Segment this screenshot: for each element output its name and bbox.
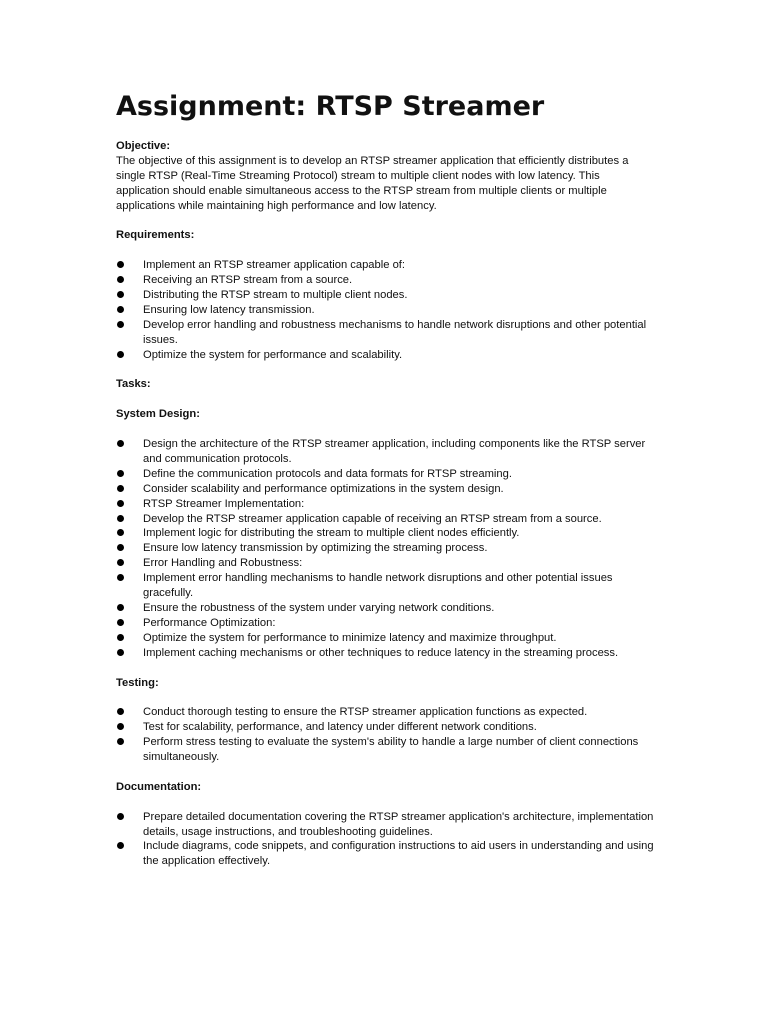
- objective-heading: Objective:: [116, 140, 171, 152]
- list-item: [116, 273, 656, 288]
- documentation-heading: Documentation:: [116, 780, 202, 793]
- list-item-text: Include diagrams, code snippets, and configuration instructions to aid users in understanding and using the application effectively.: [143, 840, 654, 868]
- list-item: [116, 437, 656, 467]
- documentation-list: [116, 810, 656, 870]
- document-title: Assignment: RTSP Streamer: [116, 91, 545, 122]
- list-item: [116, 258, 656, 273]
- bullet-icon: [117, 604, 124, 611]
- system-design-heading: System Design:: [116, 408, 200, 421]
- bullet-icon: [117, 291, 124, 298]
- list-item-text: Define the communication protocols and data formats for RTSP streaming.: [143, 467, 512, 480]
- list-item: [116, 616, 656, 631]
- bullet-icon: [117, 708, 124, 715]
- list-item: [116, 497, 656, 512]
- bullet-icon: [117, 321, 124, 328]
- list-item-text: Implement logic for distributing the stream to multiple client nodes efficiently.: [143, 527, 520, 540]
- list-item: [116, 720, 656, 735]
- list-item: [116, 839, 656, 869]
- bullet-icon: [117, 351, 124, 358]
- list-item-text: Ensuring low latency transmission.: [143, 303, 315, 316]
- list-item: [116, 556, 656, 571]
- list-item-text: Develop the RTSP streamer application capable of receiving an RTSP stream from a source.: [143, 512, 602, 525]
- testing-heading: Testing:: [116, 676, 159, 689]
- list-item: [116, 512, 656, 527]
- testing-list: [116, 705, 656, 765]
- list-item-text: Ensure low latency transmission by optimizing the streaming process.: [143, 542, 488, 555]
- list-item: [116, 541, 656, 556]
- list-item-text: Consider scalability and performance optimizations in the system design.: [143, 482, 504, 495]
- list-item: [116, 601, 656, 616]
- list-item: [116, 646, 656, 661]
- list-item: [116, 348, 656, 363]
- list-item: [116, 526, 656, 541]
- list-item: [116, 810, 656, 840]
- list-item-text: RTSP Streamer Implementation:: [143, 497, 305, 510]
- list-item-text: Design the architecture of the RTSP streamer application, including components like the RTSP server and communication protocols.: [143, 438, 646, 465]
- bullet-icon: [117, 529, 124, 536]
- document-body: [116, 88, 656, 869]
- bullet-icon: [117, 276, 124, 283]
- bullet-icon: [117, 813, 124, 820]
- list-item: [116, 318, 656, 348]
- bullet-icon: [117, 574, 124, 581]
- list-item-text: Develop error handling and robustness mechanisms to handle network disruptions and other potential issues.: [143, 318, 647, 346]
- bullet-icon: [117, 440, 124, 447]
- tasks-heading: Tasks:: [116, 378, 151, 391]
- bullet-icon: [117, 261, 124, 268]
- list-item-text: Ensure the robustness of the system under varying network conditions.: [143, 602, 495, 615]
- list-item-text: Test for scalability, performance, and latency under different network conditions.: [143, 721, 537, 734]
- list-item: [116, 467, 656, 482]
- list-item: [116, 288, 656, 303]
- bullet-icon: [117, 485, 124, 492]
- list-item: [116, 705, 656, 720]
- requirements-list: [116, 258, 656, 362]
- list-item-text: Receiving an RTSP stream from a source.: [143, 274, 353, 287]
- bullet-icon: [117, 515, 124, 522]
- list-item-text: Conduct thorough testing to ensure the RTSP streamer application functions as expected.: [143, 706, 588, 719]
- list-item-text: Error Handling and Robustness:: [143, 557, 303, 570]
- list-item-text: Implement caching mechanisms or other techniques to reduce latency in the streaming process.: [143, 646, 619, 659]
- list-item: [116, 303, 656, 318]
- list-item-text: Optimize the system for performance to minimize latency and maximize throughput.: [143, 631, 557, 644]
- list-item-text: Perform stress testing to evaluate the system's ability to handle a large number of client connections simultaneously.: [143, 736, 639, 764]
- bullet-icon: [117, 723, 124, 730]
- list-item-text: Distributing the RTSP stream to multiple client nodes.: [143, 289, 408, 302]
- requirements-heading: Requirements:: [116, 229, 195, 242]
- bullet-icon: [117, 842, 124, 849]
- bullet-icon: [117, 619, 124, 626]
- list-item: [116, 482, 656, 497]
- list-item-text: Performance Optimization:: [143, 616, 276, 629]
- system-design-list: [116, 437, 656, 661]
- list-item-text: Optimize the system for performance and scalability.: [143, 348, 403, 361]
- bullet-icon: [117, 470, 124, 477]
- list-item-text: Prepare detailed documentation covering the RTSP streamer application's architecture, implementation details, usage instructions, and troubleshooting guidelines.: [143, 810, 654, 838]
- list-item: [116, 735, 656, 765]
- bullet-icon: [117, 559, 124, 566]
- list-item-text: Implement error handling mechanisms to handle network disruptions and other potential issues gracefully.: [143, 572, 613, 600]
- bullet-icon: [117, 544, 124, 551]
- objective-text: The objective of this assignment is to develop an RTSP streamer application that efficiently distributes a single RTSP (Real-Time Streaming Protocol) stream to multiple client nodes with low latency. This application should enable simultaneous access to the RTSP stream from multiple clients or multiple applications while maintaining high performance and low latency.: [116, 154, 629, 212]
- bullet-icon: [117, 634, 124, 641]
- list-item: [116, 571, 656, 601]
- bullet-icon: [117, 306, 124, 313]
- bullet-icon: [117, 649, 124, 656]
- list-item-text: Implement an RTSP streamer application capable of:: [143, 259, 406, 272]
- bullet-icon: [117, 500, 124, 507]
- list-item: [116, 631, 656, 646]
- bullet-icon: [117, 738, 124, 745]
